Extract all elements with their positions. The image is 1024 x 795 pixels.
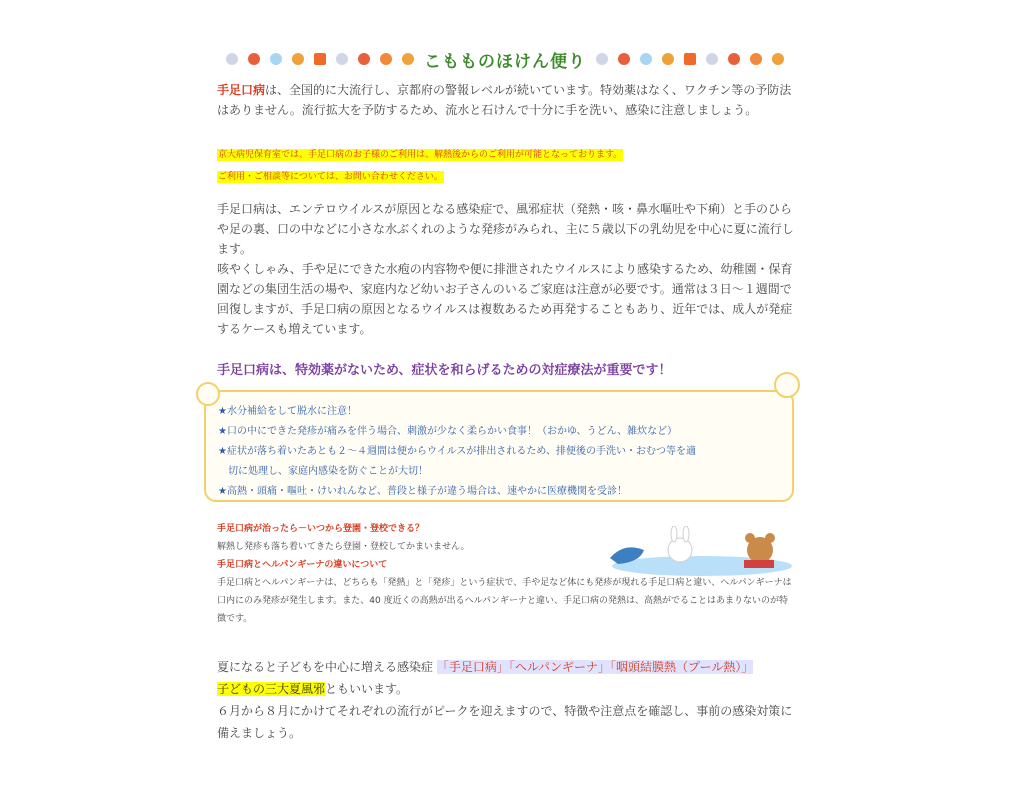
qa-difference-question: 手足口病とヘルパンギーナの違いについて xyxy=(217,560,388,570)
intro-text: は、全国的に大流行し、京都府の警報レベルが続いています。特効薬はなく、ワクチン等の予防法はありません。流行拡大を予防するため、流水と石けんで十分に手を洗い、感染に注意しましょう。 xyxy=(217,83,792,117)
title-row xyxy=(195,46,815,72)
fish-icon xyxy=(662,53,674,65)
notice-line-1: 京大病児保育室では、手足口病のお子様のご利用は、解熱後からのご利用が可能となっております。 xyxy=(218,150,623,160)
tip-item: ★口の中にできた発疹が痛みを伴う場合、刺激が少なく柔らかい食事！（おかゆ、うどん、雑炊など） xyxy=(218,426,678,437)
description-para-1: 手足口病は、エンテロウイルスが原因となる感染症で、風邪症状（発熱・咳・鼻水嘔吐や下痢）と手のひらや足の裏、口の中などに小さな水ぶくれのような発疹がみられ、主に５歳以下の乳幼児を中心に夏に流行します。 xyxy=(217,202,794,256)
tip-item: ★水分補給をして脱水に注意！ xyxy=(218,406,357,417)
scroll-roll-right xyxy=(774,372,800,398)
fish-icon xyxy=(292,53,304,65)
summer-line-1 xyxy=(217,656,795,678)
crab-icon xyxy=(358,53,370,65)
summer-section xyxy=(217,656,795,744)
qa-difference xyxy=(217,556,795,628)
description-para-2: 咳やくしゃみ、手や足にできた水疱の内容物や便に排泄されたウイルスにより感染するため、幼稚園・保育園などの集団生活の場や、家庭内など幼いお子さんのいるご家庭は注意が必要です。通常は３日～１週間で回復しますが、手足口病の原因となるウイルスは複数あるため再発することもあり、近年では、成人が発症するケースも増えています。 xyxy=(217,262,793,336)
decoration-left xyxy=(226,53,414,65)
seahorse-icon xyxy=(640,53,652,65)
description xyxy=(217,199,795,339)
page-title: こもものほけん便り xyxy=(424,51,586,72)
intro-paragraph xyxy=(217,80,795,120)
decoration-right xyxy=(596,53,784,65)
crab-icon xyxy=(380,53,392,65)
qa-return-answer: 解熱し発疹も落ち着いてきたら登園・登校してかまいません。 xyxy=(217,542,470,552)
tip-continuation: 切に処理し、家庭内感染を防ぐことが大切！ xyxy=(228,466,428,477)
octopus-icon xyxy=(618,53,630,65)
section-heading: 手足口病は、特効薬がないため、症状を和らげるための対症療法が重要です！ xyxy=(217,363,672,378)
tip-item: ★症状が落ち着いたあとも２～４週間は便からウイルスが排出されるため、排便後の手洗い・おむつ等を適 xyxy=(218,446,696,457)
star-icon xyxy=(684,53,696,65)
summer-diseases: 「手足口病」「ヘルパンギーナ」「咽頭結膜熱（プール熱）」 xyxy=(436,660,754,674)
shell-icon xyxy=(336,53,348,65)
tip-item: ★高熱・頭痛・嘔吐・けいれんなど、普段と様子が違う場合は、速やかに医療機関を受診！ xyxy=(218,486,627,497)
shell-icon xyxy=(226,53,238,65)
summer-label: 子どもの三大夏風邪 xyxy=(217,682,326,696)
crab-icon xyxy=(750,53,762,65)
tip-item-continued xyxy=(218,462,784,482)
fish-icon xyxy=(772,53,784,65)
summer-closing: ６月から８月にかけてそれぞれの流行がピークを迎えますので、特徴や注意点を確認し、事前の感染対策に備えましょう。 xyxy=(217,704,793,740)
summer-line-2 xyxy=(217,678,795,700)
qa-return-question: 手足口病が治ったら－いつから登園・登校できる？ xyxy=(217,524,425,534)
shell-icon xyxy=(596,53,608,65)
tips-scroll xyxy=(196,380,800,502)
notice-line-2: ご利用・ご相談等については、お問い合わせください。 xyxy=(218,172,443,182)
shell-icon xyxy=(706,53,718,65)
fish-icon xyxy=(402,53,414,65)
notice-block xyxy=(217,144,795,188)
tips-list xyxy=(218,402,784,502)
intro-highlight: 手足口病 xyxy=(217,83,266,97)
crab-icon xyxy=(728,53,740,65)
star-icon xyxy=(314,53,326,65)
qa-difference-answer: 手足口病とヘルパンギーナは、どちらも「発熱」と「発疹」という症状で、手や足など体にも発疹が現れる手足口病と違い、ヘルパンギーナは口内にのみ発疹が発生します。また、40 度近くの高熱が出るヘルパンギーナと違い、手足口病の発熱は、高熱がでることはあまりないのが特徴です。 xyxy=(217,578,792,624)
summer-label-suffix: ともいいます。 xyxy=(325,682,409,696)
octopus-icon xyxy=(248,53,260,65)
scroll-roll-left xyxy=(196,382,220,406)
summer-lead: 夏になると子どもを中心に増える感染症 xyxy=(217,660,434,674)
seahorse-icon xyxy=(270,53,282,65)
